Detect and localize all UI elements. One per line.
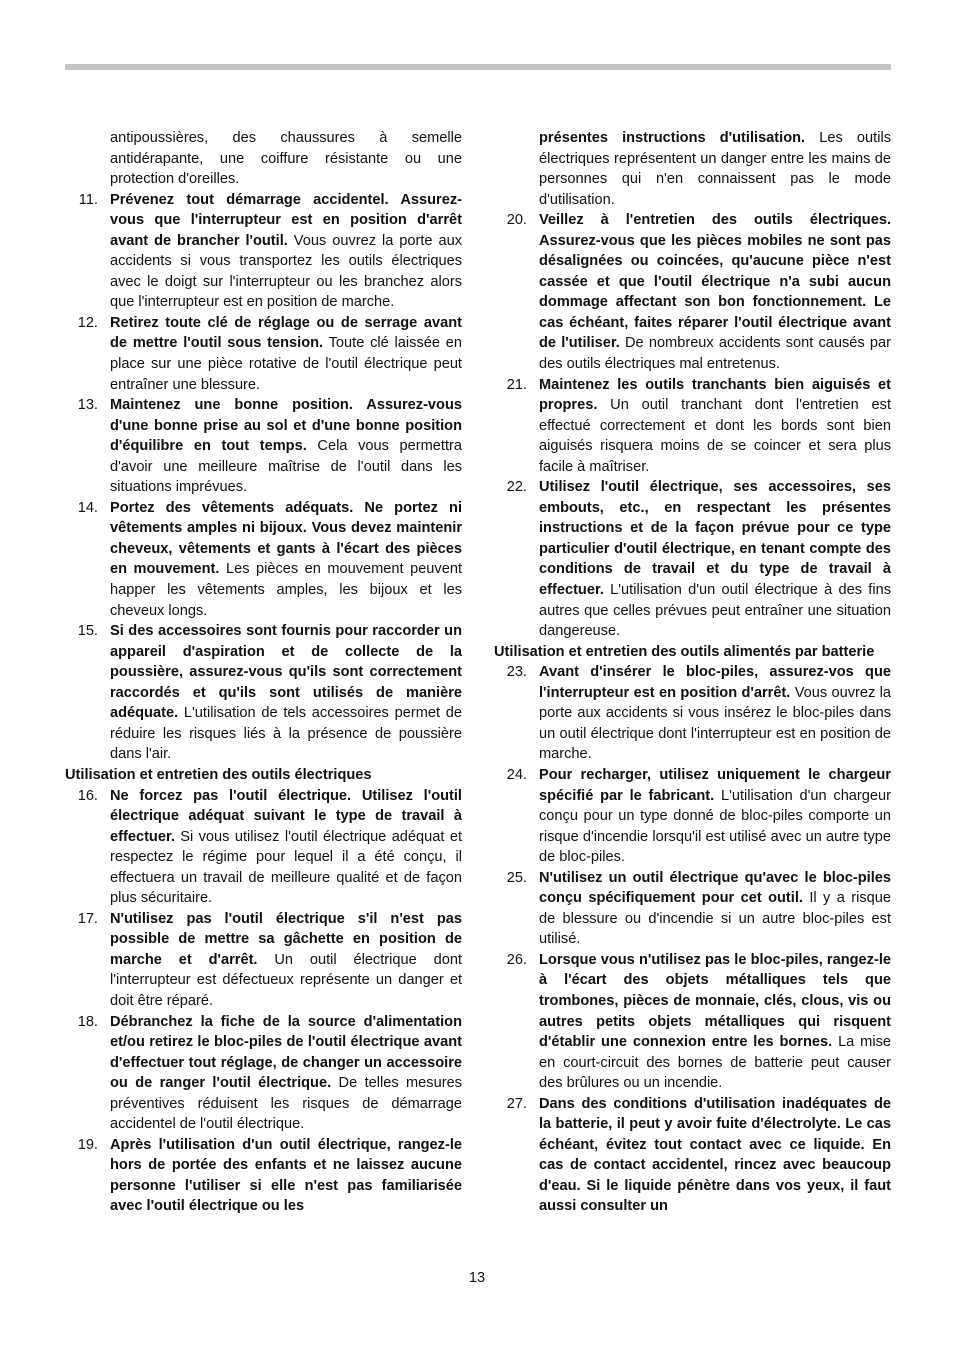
item-number: 19.	[77, 1136, 98, 1153]
continued-paragraph	[494, 128, 891, 210]
item-number: 12.	[77, 314, 98, 331]
list-item-11	[65, 190, 462, 313]
item-number: 26.	[506, 951, 527, 968]
item-number: 18.	[77, 1013, 98, 1030]
list-item-13	[65, 395, 462, 498]
item-explanation: L'utilisation d'un outil électrique à des fins autres que celles prévues peut entraîner une situation dangereuse.	[539, 582, 891, 640]
right-column	[494, 128, 891, 1217]
list-item-25	[494, 868, 891, 950]
item-number: 13.	[77, 397, 98, 414]
item-number: 15.	[77, 623, 98, 640]
list-item-15	[65, 621, 462, 765]
item-explanation: L'utilisation d'un chargeur conçu pour un type donné de bloc-piles comporte un risque d'incendie lorsqu'il est utilisé avec un autre type de bloc-piles.	[539, 787, 891, 866]
item-number: 22.	[506, 479, 527, 496]
section-heading: Utilisation et entretien des outils alimentés par batterie	[494, 643, 875, 660]
item-explanation: Toute clé laissée en place sur une pièce rotative de l'outil électrique peut entraîner une blessure.	[110, 335, 462, 393]
list-item-21	[494, 375, 891, 478]
item-instruction: Prévenez tout démarrage accidentel. Assurez-vous que l'interrupteur est en position d'arrêt avant de brancher l'outil.	[110, 191, 462, 249]
item-number: 27.	[506, 1095, 527, 1112]
continued-explanation: Les outils électriques représentent un danger entre les mains de personnes qui n'en connaissent pas le mode d'utilisation.	[539, 130, 891, 208]
item-explanation: Si vous utilisez l'outil électrique adéquat et respectez le régime pour lequel il a été conçu, il effectuera un travail de meilleure qualité et de façon plus sécuritaire.	[110, 828, 462, 907]
header-rule	[65, 64, 891, 70]
item-number: 24.	[506, 766, 527, 783]
list-item-24	[494, 765, 891, 868]
item-number: 11.	[78, 191, 98, 208]
list-item-27	[494, 1094, 891, 1217]
list-item-26	[494, 950, 891, 1094]
item-explanation: Vous ouvrez la porte aux accidents si vous transportez les outils électriques avec le doigt sur l'interrupteur ou les branchez alors que l'interrupteur est en position de marche.	[110, 232, 463, 311]
list-item-20	[494, 210, 891, 374]
item-explanation: La mise en court-circuit des bornes de batterie peut causer des brûlures ou un incendie.	[539, 1034, 891, 1092]
item-instruction: Maintenez les outils tranchants bien aiguisés et propres.	[539, 376, 891, 414]
item-instruction: Retirez toute clé de réglage ou de serrage avant de mettre l'outil sous tension.	[110, 314, 462, 352]
item-explanation: Les pièces en mouvement peuvent happer les vêtements amples, les bijoux et les cheveux longs.	[110, 561, 463, 619]
list-item-17	[65, 909, 462, 1012]
item-explanation: Il y a risque de blessure ou d'incendie si un autre bloc-piles est utilisé.	[539, 890, 891, 948]
continued-instruction: présentes instructions d'utilisation.	[539, 130, 806, 146]
item-number: 25.	[506, 869, 527, 886]
item-number: 20.	[506, 212, 527, 229]
item-instruction: Dans des conditions d'utilisation inadéquates de la batterie, il peut y avoir fuite d'électrolyte. Le cas échéant, évitez tout contact avec ce liquide. En cas de contact accidentel, rincez avec beaucoup d'eau. Si le liquide pénètre dans vos yeux, il faut aussi consulter un	[539, 1095, 891, 1215]
item-instruction: Portez des vêtements adéquats. Ne portez ni vêtements amples ni bijoux. Vous devez maintenir cheveux, vêtements et gants à l'écart des pièces en mouvement.	[110, 499, 462, 578]
item-instruction: Utilisez l'outil électrique, ses accessoires, ses embouts, etc., en respectant les présentes instructions et de la façon prévue pour ce type particulier d'outil électrique, en tenant compte des conditions de travail et du type de travail à effectuer.	[539, 479, 891, 599]
item-instruction: N'utilisez pas l'outil électrique s'il n'est pas possible de mettre sa gâchette en position de marche et d'arrêt.	[110, 910, 462, 968]
item-instruction: Ne forcez pas l'outil électrique. Utilisez l'outil électrique adéquat suivant le type de travail à effectuer.	[110, 787, 462, 845]
item-explanation: De nombreux accidents sont causés par des outils électriques mal entretenus.	[539, 335, 891, 373]
list-item-14	[65, 498, 462, 621]
item-number: 21.	[506, 376, 527, 393]
page-number: 13	[468, 1270, 486, 1286]
item-instruction: Avant d'insérer le bloc-piles, assurez-vos que l'interrupteur est en position d'arrêt.	[539, 664, 891, 701]
list-item-12	[65, 313, 462, 395]
item-instruction: Lorsque vous n'utilisez pas le bloc-piles, rangez-le à l'écart des objets métalliques tels que trombones, pièces de monnaie, clés, clous, vis ou autres petits objets métalliques qui risquent d'établir une connexion entre les bornes.	[539, 951, 891, 1051]
item-instruction: Après l'utilisation d'un outil électrique, rangez-le hors de portée des enfants et ne laissez aucune personne l'utiliser si elle n'est pas familiarisée avec l'outil électrique ou les	[110, 1136, 462, 1215]
item-number: 14.	[77, 499, 98, 516]
list-item-22	[494, 477, 891, 641]
item-number: 23.	[506, 664, 527, 681]
list-item-16	[65, 786, 462, 909]
item-number: 17.	[77, 910, 98, 927]
list-item-23	[494, 662, 891, 765]
list-item-18	[65, 1012, 462, 1135]
item-instruction: Veillez à l'entretien des outils électriques. Assurez-vous que les pièces mobiles ne sont pas désalignées ou coincées, qu'aucune pièce n'est cassée et que l'outil électrique n'a subi aucun dommage affectant son bon fonctionnement. Le cas échéant, faites réparer l'outil électrique avant de l'utiliser.	[539, 212, 891, 352]
item-instruction: Débranchez la fiche de la source d'alimentation et/ou retirez le bloc-piles de l'outil électrique avant d'effectuer tout réglage, de changer un accessoire ou de ranger l'outil électrique.	[110, 1013, 462, 1092]
item-explanation: Un outil électrique dont l'interrupteur est défectueux représente un danger et doit être réparé.	[110, 951, 462, 1009]
item-instruction: N'utilisez un outil électrique qu'avec le bloc-piles conçu spécifiquement pour cet outil.	[539, 869, 891, 907]
item-explanation: De telles mesures préventives réduisent les risques de démarrage accidentel de l'outil électrique.	[110, 1075, 462, 1133]
item-explanation: Cela vous permettra d'avoir une meilleure maîtrise de l'outil dans les situations imprévues.	[110, 438, 462, 496]
left-column	[65, 128, 462, 1217]
item-instruction: Si des accessoires sont fournis pour raccorder un appareil d'aspiration et de collecte de la poussière, assurez-vous qu'ils sont correctement raccordés et qu'ils sont utilisés de manière adéquate.	[110, 623, 462, 722]
item-number: 16.	[77, 787, 98, 804]
item-explanation: Un outil tranchant dont l'entretien est effectué correctement et dont les bords sont bien aiguisés risquera moins de se coincer et sera plus facile à maîtriser.	[539, 397, 891, 475]
item-instruction: Pour recharger, utilisez uniquement le chargeur spécifié par le fabricant.	[539, 766, 891, 804]
section-heading: Utilisation et entretien des outils électriques	[65, 766, 372, 783]
item-instruction: Maintenez une bonne position. Assurez-vous d'une bonne prise au sol et d'une bonne position d'équilibre en tout temps.	[110, 397, 462, 455]
item-explanation: Vous ouvrez la porte aux accidents si vous insérez le bloc-piles dans un outil électrique dont l'interrupteur est en position de marche.	[539, 684, 891, 763]
item-explanation: L'utilisation de tels accessoires permet de réduire les risques liés à la présence de poussière dans l'air.	[110, 705, 462, 763]
continued-paragraph: antipoussières, des chaussures à semelle antidérapante, une coiffure résistante ou une protection d'oreilles.	[110, 130, 462, 188]
list-item-19	[65, 1135, 462, 1217]
